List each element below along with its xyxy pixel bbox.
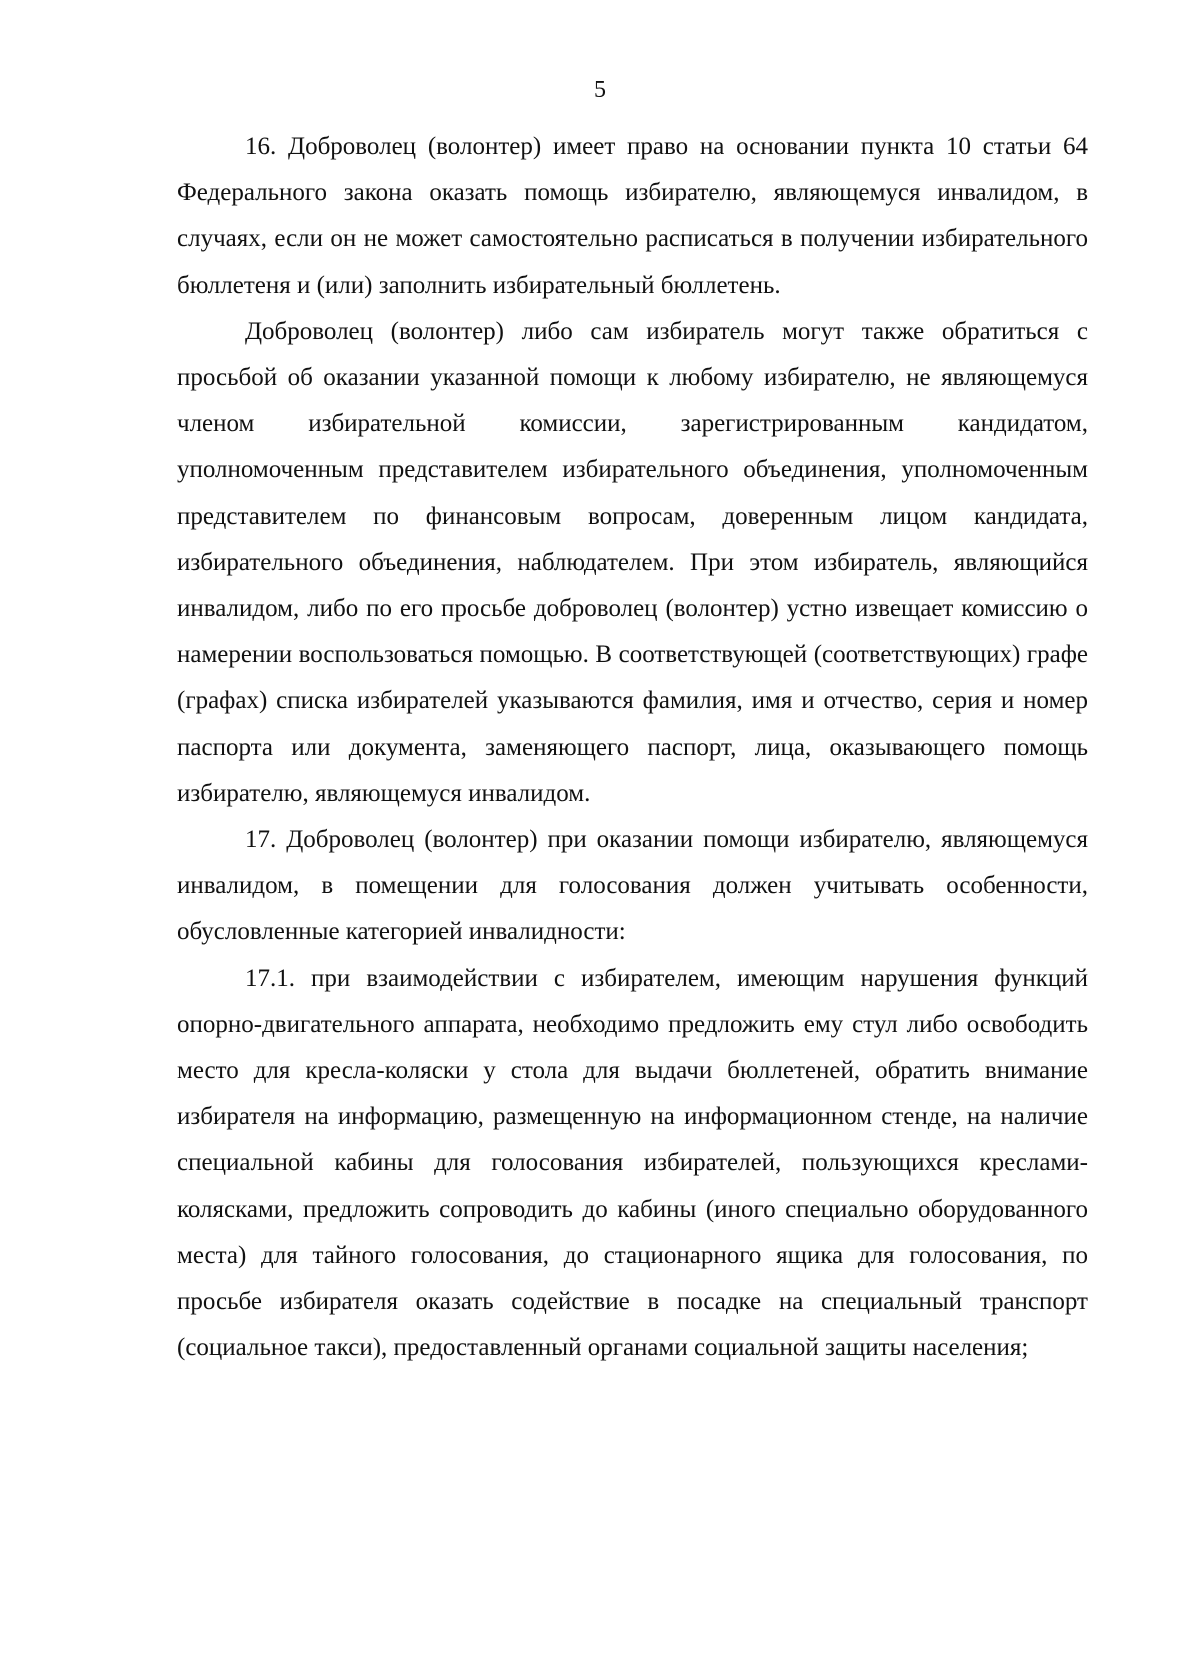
document-body	[177, 124, 1088, 1371]
paragraph-17-1: 17.1. при взаимодействии с избирателем, имеющим нарушения функций опорно-двигательного аппарата, необходимо предложить ему стул либо освободить место для кресла-коляски у стола для выдачи бюллетеней, обратить внимание избирателя на информацию, размещенную на информационном стенде, на наличие специальной кабины для голосования избирателей, пользующихся креслами-колясками, предложить сопроводить до кабины (иного специально оборудованного места) для тайного голосования, до стационарного ящика для голосования, по просьбе избирателя оказать содействие в посадке на специальный транспорт (социальное такси), предоставленный органами социальной защиты населения;	[177, 964, 1088, 1362]
paragraph-16: 16. Доброволец (волонтер) имеет право на основании пункта 10 статьи 64 Федерального закона оказать помощь избирателю, являющемуся инвалидом, в случаях, если он не может самостоятельно расписаться в получении избирательного бюллетеня и (или) заполнить избирательный бюллетень.	[177, 133, 1088, 299]
paragraph-17: 17. Доброволец (волонтер) при оказании помощи избирателю, являющемуся инвалидом, в помещении для голосования должен учитывать особенности, обусловленные категорией инвалидности:	[177, 826, 1088, 946]
paragraph-volunteer-request: Доброволец (волонтер) либо сам избиратель могут также обратиться с просьбой об оказании указанной помощи к любому избирателю, не являющемуся членом избирательной комиссии, зарегистрированным кандидатом, уполномоченным представителем избирательного объединения, уполномоченным представителем по финансовым вопросам, доверенным лицом кандидата, избирательного объединения, наблюдателем. При этом избиратель, являющийся инвалидом, либо по его просьбе доброволец (волонтер) устно извещает комиссию о намерении воспользоваться помощью. В соответствующей (соответствующих) графе (графах) списка избирателей указываются фамилия, имя и отчество, серия и номер паспорта или документа, заменяющего паспорт, лица, оказывающего помощь избирателю, являющемуся инвалидом.	[177, 317, 1088, 807]
page-number: 5	[594, 77, 606, 103]
